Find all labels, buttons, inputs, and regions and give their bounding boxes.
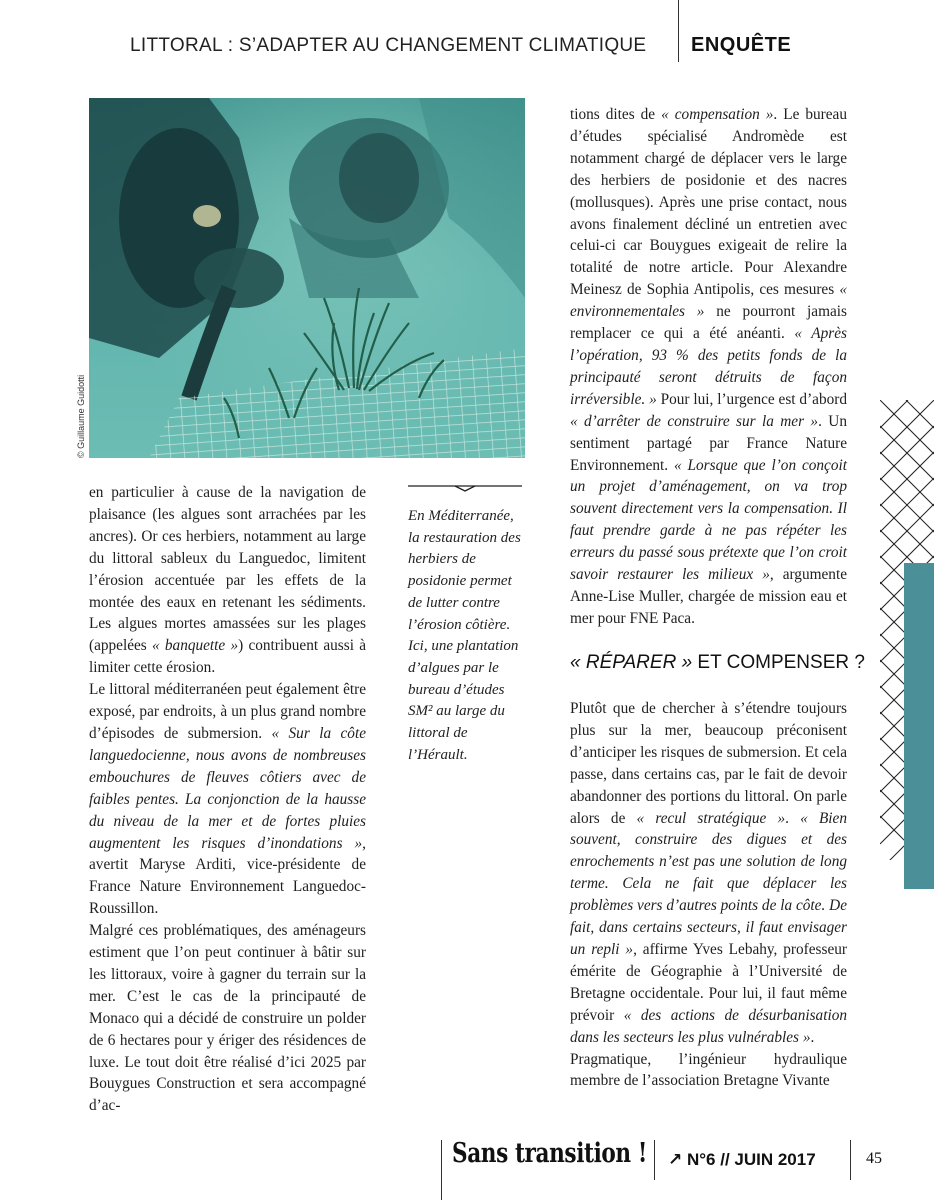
article-column-right-lower	[570, 698, 847, 1092]
accent-band	[904, 563, 934, 889]
magazine-logo: Sans transition !	[452, 1138, 647, 1169]
article-column-left	[89, 482, 366, 1117]
article-column-right	[570, 104, 847, 630]
photo-caption: En Méditerranée, la restauration des herbiers de posidonie permet de lutter contre l’érosion côtière. Ici, une plantation d’algues par le bureau d’études SM² au large du littoral de l’Hérault.	[408, 508, 521, 763]
paragraph: tions dites de « compensation ». Le bureau d’études spécialisé Andromède est notamment chargé de déplacer vers le large des herbiers de posidonie et des nacres (mollusques). Après une prise contact, nous avons finalement décliné un entretien avec celui-ci car Bouygues exigeait de relire la totalité de notre article. Pour Alexandre Meinesz de Sophia Antipolis, ces mesures « environnementales » ne pourront jamais remplacer ce qui a été anéanti. « Après l’opération, 93 % des petits fonds de la principauté seront détruits de façon irréversible. » Pour lui, l’urgence est d’abord « d’arrêter de construire sur la mer ». Un sentiment partagé par France Nature Environnement. « Lorsque que l’on conçoit un projet d’aménagement, on va trop souvent directement vers la compensation. Il faut prendre garde à ne pas répéter les erreurs du passé sous prétexte que l’on croit savoir restaurer les milieux », argumente Anne-Lise Muller, chargée de mission eau et mer pour FNE Paca.	[570, 106, 847, 627]
header-divider	[678, 0, 679, 62]
underwater-photo	[89, 98, 525, 458]
footer-divider	[850, 1140, 851, 1180]
paragraph: Plutôt que de chercher à s’étendre toujours plus sur la mer, beaucoup préconisent d’anticiper les risques de submersion. Et cela passe, dans certains cas, par le fait de devoir abandonner des portions du littoral. On parle alors de « recul stratégique ». « Bien souvent, construire des digues et des enrochements n’est pas une solution de long terme. Cela ne fait que déplacer les problèmes vers d’autres points de la côte. De fait, dans certains secteurs, il faut envisager un repli », affirme Yves Lebahy, professeur émérite de Géographie à l’Université de Bretagne occidentale. Pour lui, il faut même prévoir « des actions de désurbanisation dans les secteurs les plus vulnérables ».	[570, 700, 847, 1046]
footer-divider	[441, 1140, 442, 1200]
photo-credit: © Guillaume Guidotti	[76, 374, 86, 458]
running-header-section: LITTORAL : S’ADAPTER AU CHANGEMENT CLIMATIQUE	[130, 35, 647, 56]
paragraph: Pragmatique, l’ingénieur hydraulique membre de l’association Bretagne Vivante	[570, 1050, 847, 1090]
paragraph: Malgré ces problématiques, des aménageurs estiment que l’on peut continuer à bâtir sur les littoraux, voire à gagner du terrain sur la mer. C’est le cas de la principauté de Monaco qui a décidé de construire un polder de 6 hectares pour y ériger des résidences de luxe. Le tout doit être réalisé d’ici 2025 par Bouygues Construction et sera accompagné d’ac-	[89, 922, 366, 1115]
caption-ornament	[408, 482, 522, 494]
paragraph: en particulier à cause de la navigation de plaisance (les algues sont arrachées par les ancres). Or ces herbiers, notamment au large du littoral sableux du Languedoc, limitent l’érosion accentuée par les effets de la montée des eaux en retenant les sédiments. Les algues mortes amassées sur les plages (appelées « banquette ») contribuent aussi à limiter cette érosion.	[89, 484, 366, 677]
paragraph: Le littoral méditerranéen peut également être exposé, par endroits, à un plus grand nombre d’épisodes de submersion. « Sur la côte languedocienne, nous avons de nombreuses embouchures de fleuves côtiers avec de faibles pentes. La conjonction de la hausse du niveau de la mer et de fortes pluies augmentent les risques d’inondations », avertit Maryse Arditi, vice-présidente de France Nature Environnement Languedoc-Roussillon.	[89, 681, 366, 918]
page-number: 45	[866, 1150, 882, 1167]
running-header-rubric: ENQUÊTE	[691, 34, 792, 56]
issue-info: ↗ N°6 // JUIN 2017	[668, 1150, 816, 1169]
footer-divider	[654, 1140, 655, 1180]
section-heading: « RÉPARER » ET COMPENSER ?	[570, 652, 865, 673]
